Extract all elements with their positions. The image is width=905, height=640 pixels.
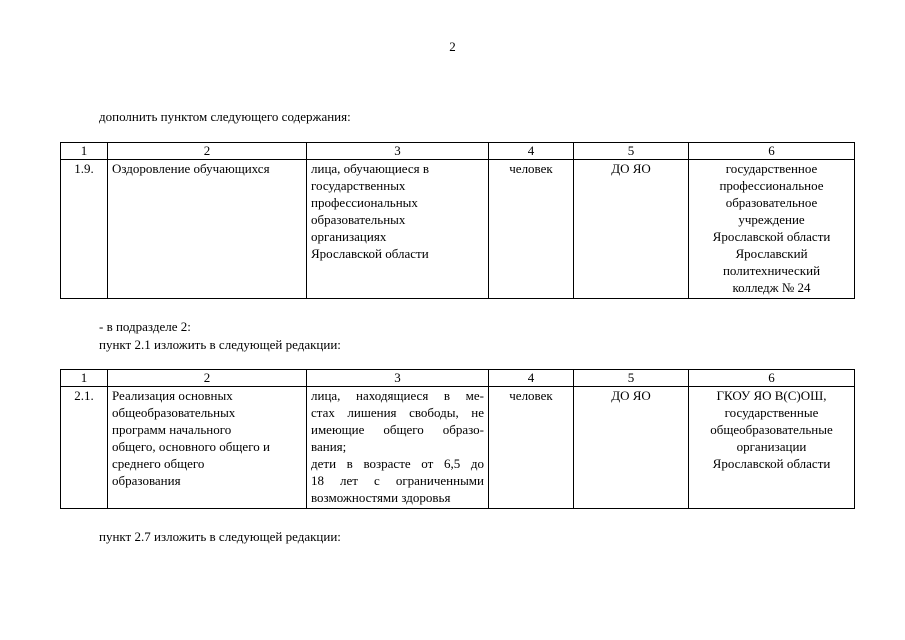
name-line: Реализация основных <box>112 388 233 403</box>
organization-line: общеобразовательные <box>710 422 833 437</box>
row-recipients <box>307 160 489 299</box>
organization-line: государственные <box>724 405 819 420</box>
table-header-row <box>61 370 855 387</box>
organization-line: учреждение <box>738 212 805 227</box>
column-header-4: 4 <box>489 143 574 160</box>
column-header-4: 4 <box>489 370 574 387</box>
table-item-2-1 <box>60 369 855 509</box>
organization-line: политехнический <box>722 263 821 278</box>
recipients-line: стах лишения свободы, не <box>311 405 484 420</box>
recipients-line: 18 лет с ограниченными <box>311 473 484 488</box>
recipients-line: имеющие общего образо- <box>311 422 484 437</box>
organization-line: государственное <box>725 161 818 176</box>
name-line: программ начального <box>112 422 232 437</box>
organization-line: Ярославский <box>735 246 808 261</box>
row-unit: человек <box>489 387 574 509</box>
organization-line: колледж № 24 <box>732 280 811 295</box>
organization-line: организации <box>736 439 807 454</box>
recipients-line: лица, находящиеся в ме- <box>311 388 484 403</box>
column-header-3: 3 <box>307 370 489 387</box>
table-row <box>61 387 855 509</box>
name-line: образования <box>112 473 181 488</box>
row-number: 2.1. <box>61 387 108 509</box>
table-row <box>61 160 855 299</box>
organization-line: ГКОУ ЯО В(С)ОШ, <box>716 388 827 403</box>
recipients-line: государственных <box>311 178 406 193</box>
table-header-row <box>61 143 855 160</box>
name-line: среднего общего <box>112 456 205 471</box>
row-body: ДО ЯО <box>574 387 689 509</box>
organization-line: Ярославской области <box>712 229 831 244</box>
recipients-line: дети в возрасте от 6,5 до <box>311 456 484 471</box>
subsection-paragraph: - в подразделе 2: <box>99 319 191 334</box>
organization-line: Ярославской области <box>712 456 831 471</box>
table-item-1-9 <box>60 142 855 299</box>
intro-paragraph: дополнить пунктом следующего содержания: <box>99 109 351 124</box>
row-unit: человек <box>489 160 574 299</box>
recipients-line: профессиональных <box>311 195 418 210</box>
row-body: ДО ЯО <box>574 160 689 299</box>
row-organization <box>689 160 855 299</box>
point-2-1-paragraph: пункт 2.1 изложить в следующей редакции: <box>99 337 341 352</box>
column-header-3: 3 <box>307 143 489 160</box>
column-header-2: 2 <box>108 143 307 160</box>
column-header-5: 5 <box>574 370 689 387</box>
recipients-line: вания; <box>311 439 347 454</box>
name-line: общего, основного общего и <box>112 439 270 454</box>
point-2-7-paragraph: пункт 2.7 изложить в следующей редакции: <box>99 529 341 544</box>
recipients-line: лица, обучающиеся в <box>311 161 430 176</box>
row-number: 1.9. <box>61 160 108 299</box>
row-organization <box>689 387 855 509</box>
column-header-1: 1 <box>61 143 108 160</box>
column-header-6: 6 <box>689 370 855 387</box>
recipients-line: возможностями здоровья <box>311 490 451 505</box>
recipients-line: организациях <box>311 229 387 244</box>
column-header-1: 1 <box>61 370 108 387</box>
row-name <box>108 387 307 509</box>
recipients-line: образовательных <box>311 212 406 227</box>
row-name: Оздоровление обучающихся <box>108 160 307 299</box>
column-header-5: 5 <box>574 143 689 160</box>
organization-line: образовательное <box>725 195 818 210</box>
organization-line: профессиональное <box>719 178 824 193</box>
column-header-6: 6 <box>689 143 855 160</box>
row-recipients <box>307 387 489 509</box>
name-line: общеобразовательных <box>112 405 236 420</box>
column-header-2: 2 <box>108 370 307 387</box>
recipients-line: Ярославской области <box>311 246 429 261</box>
page-number: 2 <box>449 39 456 54</box>
